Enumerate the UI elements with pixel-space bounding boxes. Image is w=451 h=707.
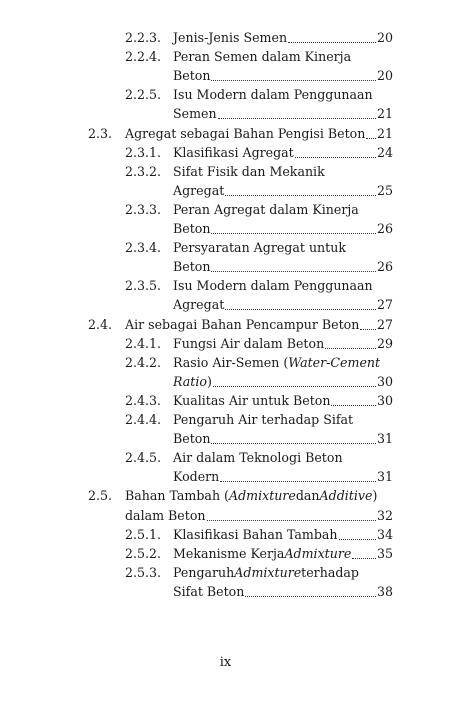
toc-entry-title-text: Peran Agregat dalam Kinerja <box>173 201 359 217</box>
toc-entry-page: 25 <box>376 182 393 198</box>
toc-entry-title-text: Bahan Tambah ( <box>125 488 229 504</box>
toc-entry-line <box>173 257 393 276</box>
toc-entry-title-text: Jenis-Jenis Semen <box>173 30 288 45</box>
toc-entry-line <box>173 448 343 467</box>
toc-entry-title-text: Air sebagai Bahan Pencampur Beton <box>125 316 360 332</box>
dot-leader <box>245 596 376 597</box>
toc-entry-title-text: Sifat Beton <box>173 583 245 599</box>
toc-entry-line <box>173 563 359 582</box>
toc-entry-title-text: Water-Cement <box>288 354 381 370</box>
toc-entry-line <box>125 506 393 525</box>
toc-entry-number: 2.4.4. <box>125 412 162 427</box>
toc-entry-line <box>173 162 325 181</box>
toc-entry-line <box>173 143 393 162</box>
toc-entry-page: 24 <box>376 144 393 160</box>
dot-leader <box>360 329 376 330</box>
toc-entry-page: 35 <box>376 545 393 561</box>
toc-entry-line <box>125 315 393 334</box>
toc-entry-title-text: Beton <box>173 431 211 447</box>
toc-entry-number: 2.2.5. <box>125 87 162 103</box>
toc-entry-line <box>173 104 393 123</box>
toc-entry-title-text: Rasio Air-Semen ( <box>173 354 289 370</box>
toc-entry-page: 38 <box>376 583 393 599</box>
toc-entry-line <box>125 486 377 505</box>
toc-entry-page: 32 <box>376 507 393 523</box>
toc-entry-line <box>173 467 393 486</box>
toc-entry-title-text: ) <box>206 373 212 389</box>
dot-leader <box>331 405 375 406</box>
toc-entry-title-text: Beton <box>173 259 211 275</box>
toc-entry-title-text: Pengaruh Air terhadap Sifat <box>173 412 354 427</box>
dot-leader <box>220 481 376 482</box>
toc-entry-number: 2.3.5. <box>125 278 162 294</box>
toc-entry-line <box>173 181 393 200</box>
toc-entry-line <box>173 276 373 295</box>
toc-entry-line <box>173 372 393 391</box>
dot-leader <box>207 520 376 521</box>
toc-entry-title-text: Beton <box>173 221 211 236</box>
toc-entry-line <box>173 525 393 544</box>
toc-entry-number: 2.3. <box>88 125 113 141</box>
toc-entry-title-text: Mekanisme Kerja <box>173 545 285 561</box>
toc-entry-line <box>125 124 393 143</box>
toc-entry-line <box>173 295 393 314</box>
toc-entry-title-text: Air dalam Teknologi Beton <box>173 450 343 466</box>
toc-entry-title-text: Additive <box>319 488 373 504</box>
toc-entry-title-text: terhadap <box>301 564 359 580</box>
toc-entry-page: 31 <box>376 431 393 447</box>
toc-entry-title-text: Persyaratan Agregat untuk <box>173 240 346 256</box>
toc-entry-title-text: dan <box>295 488 320 504</box>
toc-entry-number: 2.5.2. <box>125 545 162 561</box>
toc-entry-line <box>173 200 359 219</box>
toc-entry-line <box>173 85 373 104</box>
toc-entry-line <box>173 28 393 47</box>
toc-entry-title-text: Admixture <box>234 564 302 580</box>
dot-leader <box>213 386 376 387</box>
toc-entry-page: 27 <box>376 297 393 313</box>
dot-leader <box>211 80 376 81</box>
toc-entry-title-text: Ratio <box>173 373 207 389</box>
dot-leader <box>211 233 376 234</box>
dot-leader <box>211 271 376 272</box>
toc-entry-title-text: Admixture <box>284 545 352 561</box>
toc-entry-page: 20 <box>376 68 393 84</box>
toc-entry-line <box>173 582 393 601</box>
toc-entry-title-text: Sifat Fisik dan Mekanik <box>173 163 325 179</box>
dot-leader <box>225 195 376 196</box>
toc-entry-page: 26 <box>376 221 393 236</box>
toc-entry-line <box>173 544 393 563</box>
toc-entry-number: 2.2.3. <box>125 30 162 45</box>
toc-entry-line <box>173 353 380 372</box>
dot-leader <box>288 42 376 43</box>
toc-entry-page: 26 <box>376 259 393 275</box>
dot-leader <box>339 539 376 540</box>
toc-entry-line <box>173 429 393 448</box>
toc-entry-title-text: Peran Semen dalam Kinerja <box>173 49 352 65</box>
toc-entry-title-text: Isu Modern dalam Penggunaan <box>173 278 373 294</box>
dot-leader <box>211 443 376 444</box>
dot-leader <box>325 348 376 349</box>
toc-entry-number: 2.2.4. <box>125 49 162 65</box>
toc-entry-title-text: dalam Beton <box>125 507 206 523</box>
toc-entry-number: 2.5.1. <box>125 526 162 542</box>
toc-entry-page: 30 <box>376 373 393 389</box>
dot-leader <box>366 138 376 139</box>
toc-entry-page: 21 <box>376 106 393 122</box>
toc-entry-title-text: Agregat sebagai Bahan Pengisi Beton <box>125 125 366 141</box>
toc-entry-line <box>173 391 393 410</box>
toc-entry-number: 2.5.3. <box>125 564 162 580</box>
toc-entry-line <box>173 47 351 66</box>
toc-entry-title-text: Semen <box>173 106 217 122</box>
toc-entry-number: 2.3.1. <box>125 144 162 160</box>
toc-entry-title-text: Admixture <box>228 488 296 504</box>
toc-entry-title-text: Kualitas Air untuk Beton <box>173 392 331 408</box>
toc-entry-title-text: Fungsi Air dalam Beton <box>173 335 325 351</box>
toc-entry-title-text: Pengaruh <box>173 564 235 580</box>
toc-entry-page: 30 <box>376 392 393 408</box>
toc-entry-number: 2.4.2. <box>125 354 162 370</box>
toc-entry-title-text: Klasifikasi Bahan Tambah <box>173 526 338 542</box>
toc-entry-line <box>173 238 346 257</box>
page-number: ix <box>219 655 232 670</box>
toc-entry-page: 21 <box>376 125 393 141</box>
toc-entry-page: 34 <box>376 526 393 542</box>
dot-leader <box>218 118 376 119</box>
dot-leader <box>352 558 376 559</box>
toc-entry-title-text: Beton <box>173 68 211 84</box>
toc-entry-line <box>173 66 393 85</box>
toc-entry-number: 2.5. <box>88 488 113 504</box>
toc-entry-title-text: Kodern <box>173 469 220 485</box>
toc-entry-title-text: ) <box>372 488 378 504</box>
toc-entry-line <box>173 334 393 353</box>
dot-leader <box>225 309 376 310</box>
toc-entry-page: 27 <box>376 316 393 332</box>
toc-entry-line <box>173 219 393 238</box>
toc-entry-title-text: Agregat <box>173 182 225 198</box>
toc-entry-number: 2.3.3. <box>125 201 162 217</box>
toc-entry-number: 2.3.4. <box>125 240 162 256</box>
toc-entry-page: 29 <box>376 335 393 351</box>
toc-entry-title-text: Agregat <box>173 297 225 313</box>
toc-entry-number: 2.4.3. <box>125 392 162 408</box>
toc-entry-number: 2.4.1. <box>125 335 162 351</box>
toc-entry-page: 20 <box>376 30 393 45</box>
toc-entry-number: 2.3.2. <box>125 163 162 179</box>
toc-entry-line <box>173 410 353 429</box>
toc-entry-number: 2.4. <box>88 316 113 332</box>
dot-leader <box>295 157 376 158</box>
toc-entry-title-text: Klasifikasi Agregat <box>173 144 294 160</box>
toc-entry-number: 2.4.5. <box>125 450 162 466</box>
toc-entry-page: 31 <box>376 469 393 485</box>
toc-entry-title-text: Isu Modern dalam Penggunaan <box>173 87 373 103</box>
